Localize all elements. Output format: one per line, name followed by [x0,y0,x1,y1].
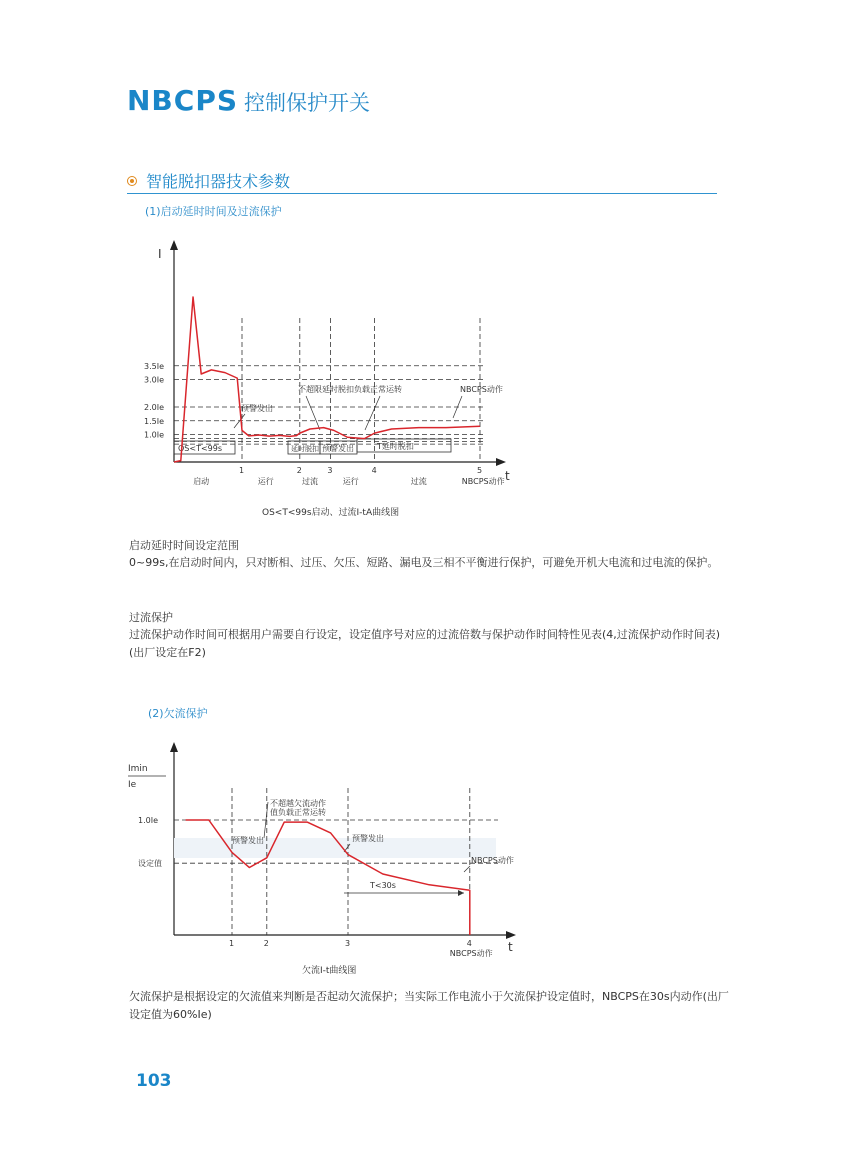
phase-label: 过流 [410,477,427,486]
chart1-caption: OS<T<99s启动、过流I-tA曲线图 [262,508,400,518]
x-tick-label: 5 [477,466,483,475]
x-tick-label: 1 [239,466,245,475]
x-tick-label: 4 [466,939,472,948]
annotation-no-exceed: 不超限延时脱扣负载正常运转 [298,385,402,394]
annotation-delay-trip: 延时脱扣 [291,445,319,453]
annotation-warning-2: 预警发出 [352,834,384,843]
phase-label: 启动 [193,477,210,486]
y-tick-label: 3.5Ie [144,361,165,371]
setting-band [174,838,496,858]
annotation-t-delay-trip: T延时脱扣 [377,442,414,451]
undercurrent-text: 欠流保护是根据设定的欠流值来判断是否起动欠流保护；当实际工作电流小于欠流保护设定值时，NBCPS在30s内动作(出厂设定值为60%Ie) [129,990,729,1021]
part2-heading: (2)欠流保护 [148,707,208,720]
annotation-t30: T<30s [370,881,396,890]
annotation-startup-span: OS<T<99s [178,444,223,453]
y-tick-label: 3.0Ie [144,375,165,385]
y-tick-label: 1.0Ie [138,816,159,825]
page-title [127,84,370,117]
annotation-warning-1: 预警发出 [241,404,273,413]
phase-label: 运行 [342,477,359,486]
x-tick-label: 3 [345,939,351,948]
chart2-caption: 欠流I-t曲线图 [302,966,357,976]
page-subtitle: 控制保护开关 [244,91,371,115]
t30-arrow-head [458,890,464,896]
phase-label: 运行 [257,477,274,486]
y-axis-label-2: Ie [128,780,137,790]
annotation-warning-2: 预警发出 [322,444,354,453]
section-title: 智能脱扣器技术参数 [146,172,291,191]
startup-delay-title: 启动延时时间设定范围 [129,539,239,552]
brand-title: NBCPS [127,84,239,117]
y-tick-label: 1.0Ie [144,430,165,440]
x-axis-label: t [508,940,513,954]
x-tick-label: 2 [263,939,269,948]
section-header [127,171,717,194]
part1-heading: (1)启动延时时间及过流保护 [145,205,282,218]
phase-label: NBCPS动作 [461,477,505,486]
page-number: 103 [136,1071,172,1091]
annotation-no-exceed-1: 不超越欠流动作 [270,799,326,808]
series-line [186,820,470,935]
x-tick-label: 1 [229,939,235,948]
x-tick-label: 2 [296,466,302,475]
y-tick-label: 2.0Ie [144,403,165,412]
y-axis-arrow [170,240,178,250]
y-tick-label: 设定值 [138,859,162,869]
overcurrent-title: 过流保护 [129,611,173,624]
y-axis-label: I [158,247,162,261]
y-axis-label: Imin [128,764,148,774]
bullet-circle-icon [127,176,137,186]
overcurrent-text: 过流保护动作时间可根据用户需要自行设定，设定值序号对应的过流倍数与保护动作时间特性见表(4,过流保护动作时间表)(出厂设定在F2) [129,628,721,659]
annotation-warning-1: 预警发出 [232,836,264,845]
x-axis-label: t [505,469,510,483]
annotation-nbcps-action: NBCPS动作 [460,385,503,394]
annotation-nbcps-action: NBCPS动作 [471,856,514,865]
x-tick-label: 3 [327,466,333,475]
chart-undercurrent [110,740,550,960]
x-axis-arrow [506,931,516,939]
x-axis-arrow [496,458,506,466]
annotation-no-exceed-2: 值负载正常运转 [270,808,326,817]
phase-label: 过流 [302,477,318,486]
chart-startup-overcurrent [110,240,530,490]
y-axis-arrow [170,742,178,752]
x-action-label: NBCPS动作 [449,949,493,958]
x-tick-label: 4 [371,466,377,475]
startup-delay-text: 0~99s,在启动时间内，只对断相、过压、欠压、短路、漏电及三相不平衡进行保护，可避免开机大电流和过电流的保护。 [129,556,719,569]
y-tick-label: 1.5Ie [144,416,165,426]
